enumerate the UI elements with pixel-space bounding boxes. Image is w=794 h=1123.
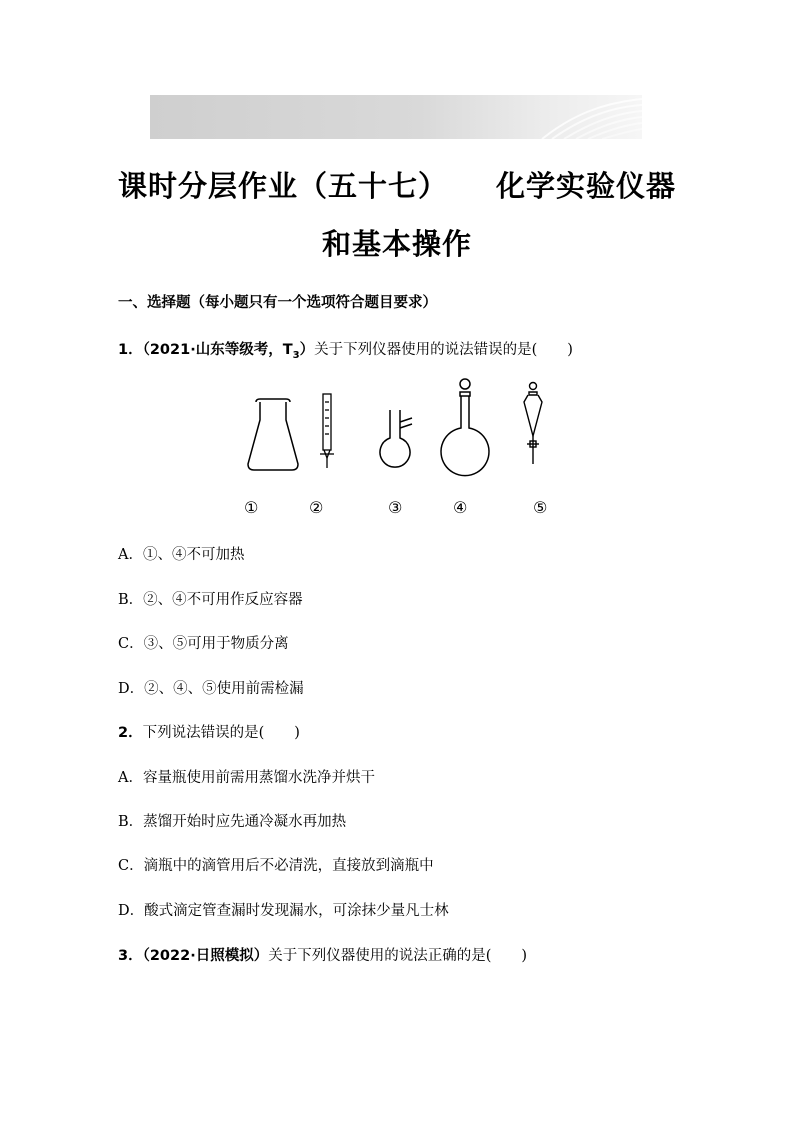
figure-label-5: ⑤ — [533, 498, 548, 517]
section-heading — [118, 291, 437, 312]
option-2d — [118, 899, 449, 920]
option-2b — [118, 810, 346, 831]
title-part2: 化学实验仪器 — [496, 169, 677, 203]
question-1 — [118, 338, 573, 361]
question-number: 1． — [118, 342, 143, 358]
conical-flask-icon — [248, 399, 298, 470]
option-text: ③、⑤可用于物质分离 — [143, 636, 289, 652]
separatory-funnel-icon — [524, 383, 542, 465]
figure-label-2: ② — [309, 498, 324, 517]
answer-paren-close: ) — [567, 342, 573, 358]
option-text: 蒸馏开始时应先通冷凝水再加热 — [143, 814, 347, 830]
option-1a — [118, 543, 244, 564]
question-source-close: ） — [299, 342, 315, 358]
option-2a — [118, 766, 375, 787]
option-label: D． — [118, 681, 145, 697]
option-text: ②、④不可用作反应容器 — [143, 592, 303, 608]
figure-label-4: ④ — [453, 498, 468, 517]
option-label: B． — [118, 814, 144, 830]
option-label: A． — [118, 770, 143, 786]
option-label: D． — [118, 903, 145, 919]
title-part1: 课时分层作业（五十七） — [117, 169, 448, 203]
page-title-line2: 和基本操作 — [321, 227, 472, 261]
figure-label-1: ① — [244, 498, 259, 517]
question-stem: 关于下列仪器使用的说法错误的是( — [314, 342, 538, 358]
question-stem: 下列说法错误的是( — [142, 725, 265, 741]
option-label: B． — [118, 592, 144, 608]
option-text: 滴瓶中的滴管用后不必清洗，直接放到滴瓶中 — [143, 858, 434, 874]
apparatus-figure — [236, 372, 576, 522]
volumetric-flask-icon — [441, 379, 489, 476]
answer-paren-close: ) — [294, 725, 300, 741]
option-text: ①、④不可加热 — [142, 547, 245, 563]
option-label: C． — [118, 858, 144, 874]
option-label: A． — [118, 547, 143, 563]
page-curl-decoration — [532, 95, 642, 139]
question-stem: 关于下列仪器使用的说法正确的是( — [268, 948, 492, 964]
question-2 — [118, 721, 300, 742]
section-heading-text: 一、选择题 — [118, 295, 191, 311]
option-2c — [118, 854, 434, 875]
question-source: （2021·山东等级考，T — [142, 342, 293, 358]
option-1d — [118, 677, 304, 698]
option-1c — [118, 632, 289, 653]
section-instruction: （每小题只有一个选项符合题目要求） — [190, 295, 437, 311]
option-label: C． — [118, 636, 144, 652]
question-3 — [118, 944, 527, 965]
option-text: 容量瓶使用前需用蒸馏水洗净并烘干 — [142, 770, 375, 786]
figure-label-3: ③ — [388, 498, 403, 517]
option-1b — [118, 588, 303, 609]
question-source-subscript: 3 — [292, 349, 300, 361]
distilling-flask-icon — [380, 410, 412, 467]
question-number: 3． — [118, 948, 143, 964]
question-number: 2． — [118, 725, 143, 741]
option-text: ②、④、⑤使用前需检漏 — [144, 681, 304, 697]
header-banner — [150, 95, 642, 139]
option-text: 酸式滴定管查漏时发现漏水，可涂抹少量凡士林 — [144, 903, 449, 919]
answer-paren-close: ) — [521, 948, 528, 964]
burette-icon — [320, 394, 334, 468]
question-source: （2022·日照模拟） — [142, 948, 269, 964]
page-title — [0, 164, 794, 205]
